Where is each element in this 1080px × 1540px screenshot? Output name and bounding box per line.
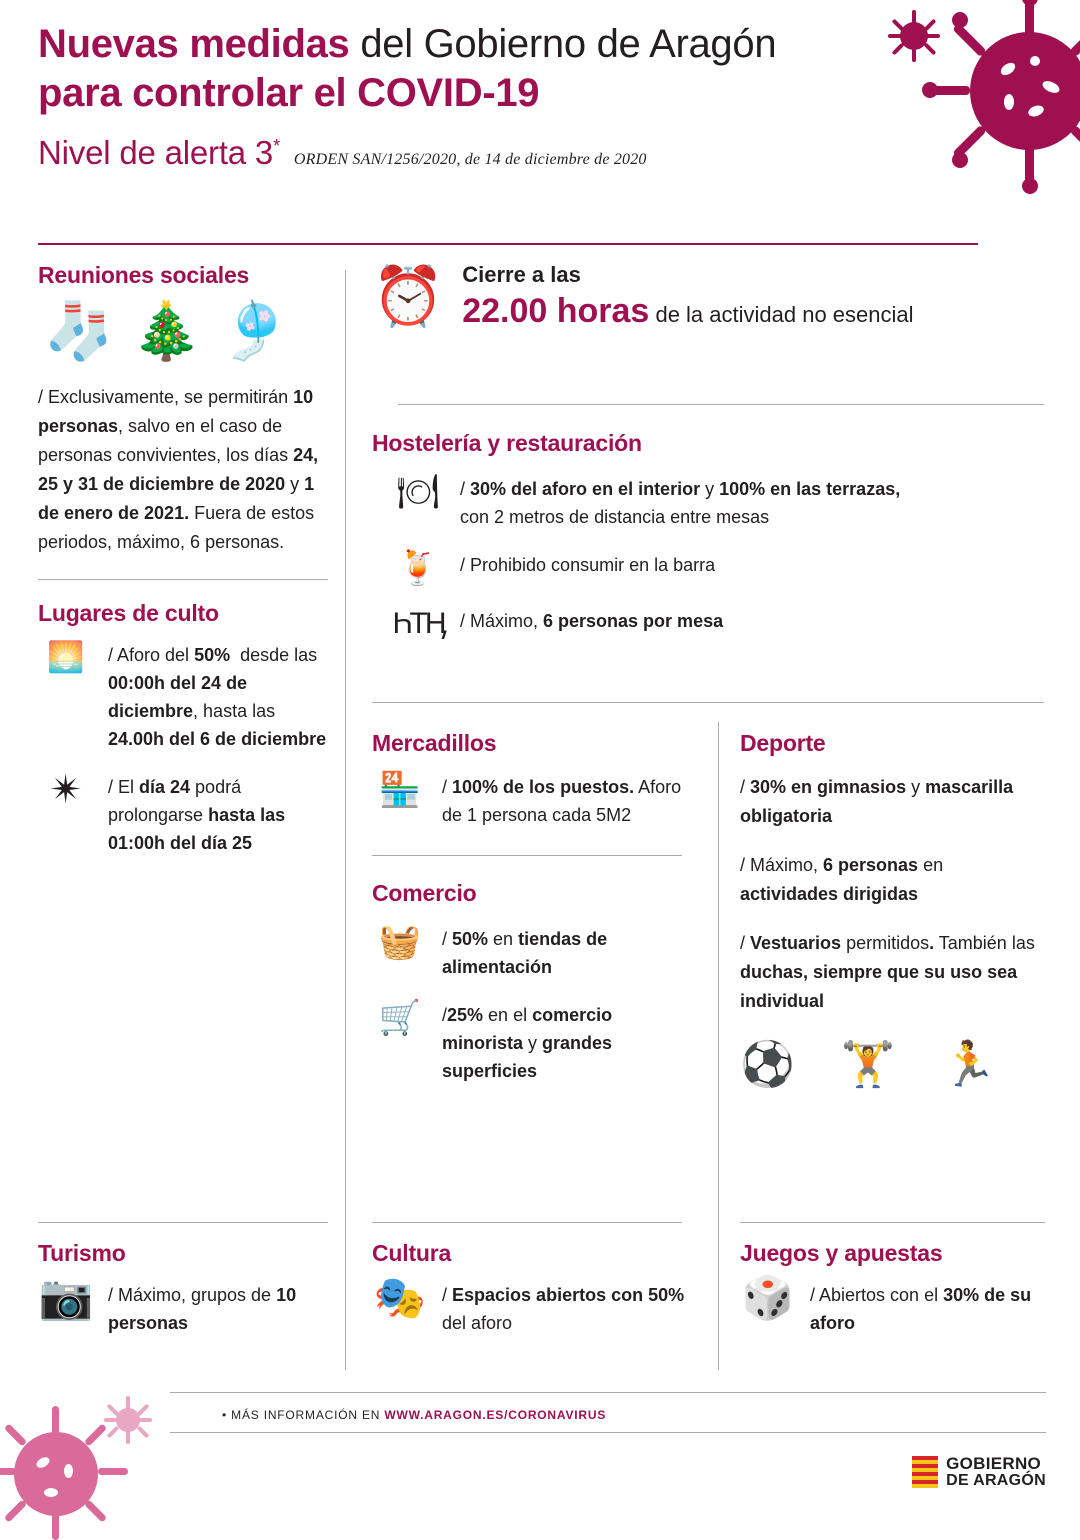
bottom-rule-left xyxy=(38,1222,328,1223)
banner-divider xyxy=(398,404,1044,405)
page-title xyxy=(38,20,868,118)
section-turismo xyxy=(38,1240,338,1355)
deporte-item-1: / 30% en gimnasios y mascarilla obligatoria xyxy=(740,777,1014,826)
government-logo xyxy=(912,1455,1046,1489)
content-columns xyxy=(0,262,1080,1362)
hosteleria-divider xyxy=(372,702,1044,703)
closing-time-hours: 22.00 horas xyxy=(462,292,650,330)
hosteleria-item-3-text: / Máximo, 6 personas por mesa xyxy=(460,611,724,631)
soccer-ball-icon: ⚽ xyxy=(740,1040,795,1089)
section-heading-turismo: Turismo xyxy=(38,1240,126,1266)
weightlifting-icon: 🏋 xyxy=(840,1040,896,1089)
section-heading-lugares-culto: Lugares de culto xyxy=(38,600,219,626)
lugares-culto-item-2-text: / El día 24 podrá prolongarse hasta las 01:00h del día 25 xyxy=(108,777,286,853)
section-heading-juegos: Juegos y apuestas xyxy=(740,1240,943,1266)
section-heading-comercio: Comercio xyxy=(372,880,477,906)
sunrise-icon: 🌅 xyxy=(47,641,85,674)
lugares-culto-item-1-text: / Aforo del 50% desde las 00:00h del 24 de diciembre, hasta las 24.00h del 6 de diciembre xyxy=(108,645,327,749)
section-heading-deporte: Deporte xyxy=(740,730,826,756)
left-rule-1 xyxy=(38,579,328,580)
lugares-culto-item-2 xyxy=(38,768,328,857)
virus-illustration-large xyxy=(930,0,1080,220)
virus-illustration-small-bottom xyxy=(100,1392,156,1448)
juegos-text: / Abiertos con el 30% de su aforo xyxy=(810,1285,1032,1333)
footer-bullet: • xyxy=(222,1408,228,1422)
lugares-culto-item-1 xyxy=(38,639,328,753)
turismo-text: / Máximo, grupos de 10 personas xyxy=(108,1285,297,1333)
footer-divider-top xyxy=(170,1392,1046,1393)
section-heading-reuniones: Reuniones sociales xyxy=(38,262,250,288)
juegos-item xyxy=(740,1274,1050,1337)
camera-icon: 📷 xyxy=(38,1273,94,1322)
christmas-tree-icon: 🎄 xyxy=(131,299,202,362)
shopping-cart-icon: 🛒 xyxy=(378,999,422,1037)
cocktail-icon: 🍹 xyxy=(396,549,440,587)
footer-info xyxy=(222,1408,606,1422)
column-middle xyxy=(372,730,682,1103)
closing-time-value-row xyxy=(462,292,913,331)
cultura-text: / Espacios abiertos con 50% del aforo xyxy=(442,1285,685,1333)
section-heading-mercadillos: Mercadillos xyxy=(372,730,497,756)
section-heading-cultura: Cultura xyxy=(372,1240,452,1266)
closing-time-banner xyxy=(372,262,1044,331)
gov-line-2: DE ARAGÓN xyxy=(946,1472,1046,1489)
subtitle-row xyxy=(38,134,868,172)
christmas-stocking-icon: 🧦 xyxy=(44,299,114,362)
title-plain: del Gobierno de Aragón xyxy=(349,22,777,66)
hosteleria-item-2 xyxy=(390,549,1044,587)
mercadillos-item xyxy=(372,771,682,829)
deporte-item-3: / Vestuarios permitidos. También las duchas, siempre que su uso sea individual xyxy=(740,933,1035,1011)
gov-line-1: GOBIERNO xyxy=(946,1454,1042,1473)
alarm-clock-icon: ⏰ xyxy=(372,263,445,329)
star-icon: ✴ xyxy=(49,768,83,812)
closing-time-suffix: de la actividad no esencial xyxy=(649,302,914,327)
mercadillos-text: / 100% de los puestos. Aforo de 1 persona cada 5M2 xyxy=(442,777,682,825)
alert-level xyxy=(38,134,280,172)
cultura-item xyxy=(372,1274,692,1337)
bottom-rule-right xyxy=(740,1222,1045,1223)
title-highlight-1: Nuevas medidas xyxy=(38,22,350,66)
title-highlight-2: para controlar el COVID-19 xyxy=(38,71,540,115)
aragon-flag-icon xyxy=(912,1456,938,1488)
comercio-item-2-text: /25% en el comercio minorista y grandes superficies xyxy=(442,1005,613,1081)
theatre-masks-icon: 🎭 xyxy=(373,1274,427,1321)
order-reference: ORDEN SAN/1256/2020, de 14 de diciembre de 2020 xyxy=(293,151,647,168)
dice-icon: 🎲 xyxy=(741,1274,795,1321)
section-heading-hosteleria: Hostelería y restauración xyxy=(372,430,642,456)
turismo-item xyxy=(38,1273,338,1337)
comercio-item-2 xyxy=(372,999,682,1085)
alert-level-asterisk: * xyxy=(273,136,280,156)
alert-level-text: Nivel de alerta 3 xyxy=(38,134,274,171)
middle-rule-1 xyxy=(372,855,682,856)
footer-info-prefix: MÁS INFORMACIÓN EN xyxy=(231,1408,385,1422)
bottom-rule-middle xyxy=(372,1222,682,1223)
section-juegos xyxy=(740,1240,1050,1355)
section-cultura xyxy=(372,1240,692,1355)
column-divider-2 xyxy=(718,722,719,1370)
hosteleria-item-3 xyxy=(390,605,1044,643)
footer-divider-bottom xyxy=(170,1432,1046,1433)
virus-illustration-bottom-left xyxy=(0,1400,138,1540)
header xyxy=(38,20,868,172)
running-icon: 🏃 xyxy=(941,1040,997,1089)
reuniones-icons xyxy=(44,301,328,361)
virus-illustration-small-top xyxy=(886,8,942,64)
comercio-item-1-text: / 50% en tiendas de alimentación xyxy=(442,929,608,977)
footer-info-url[interactable]: WWW.ARAGON.ES/CORONAVIRUS xyxy=(384,1408,607,1422)
christmas-bauble-icon: 🎐 xyxy=(219,299,290,362)
hosteleria-item-1-text: / 30% del aforo en el interior y 100% en las terrazas, con 2 metros de distancia entre mesas xyxy=(460,479,901,527)
government-logo-text xyxy=(946,1455,1046,1489)
deporte-item-2: / Máximo, 6 personas en actividades dirigidas xyxy=(740,855,944,904)
closing-time-lines xyxy=(462,262,913,331)
reuniones-text: / Exclusivamente, se permitirán 10 personas, salvo en el caso de personas convivientes, los días 24, 25 y 31 de diciembre de 2020 y 1 de enero de 2021. Fuera de estos periodos, máximo, 6 personas. xyxy=(38,387,319,552)
deporte-icons xyxy=(740,1038,1045,1090)
column-right xyxy=(740,730,1045,1090)
hosteleria-item-1 xyxy=(390,473,1044,531)
market-stall-icon: 🏪 xyxy=(378,771,422,809)
section-hosteleria xyxy=(372,430,1044,661)
food-dome-icon: 🍽 xyxy=(396,473,440,511)
hosteleria-item-2-text: / Prohibido consumir en la barra xyxy=(460,555,716,575)
grocery-basket-icon: 🧺 xyxy=(378,923,422,961)
column-divider-1 xyxy=(345,270,346,1370)
closing-time-label: Cierre a las xyxy=(462,262,581,287)
header-divider xyxy=(38,243,978,245)
table-chairs-icon: ҺТӉ xyxy=(392,607,444,640)
comercio-item-1 xyxy=(372,923,682,981)
column-left xyxy=(38,262,328,875)
